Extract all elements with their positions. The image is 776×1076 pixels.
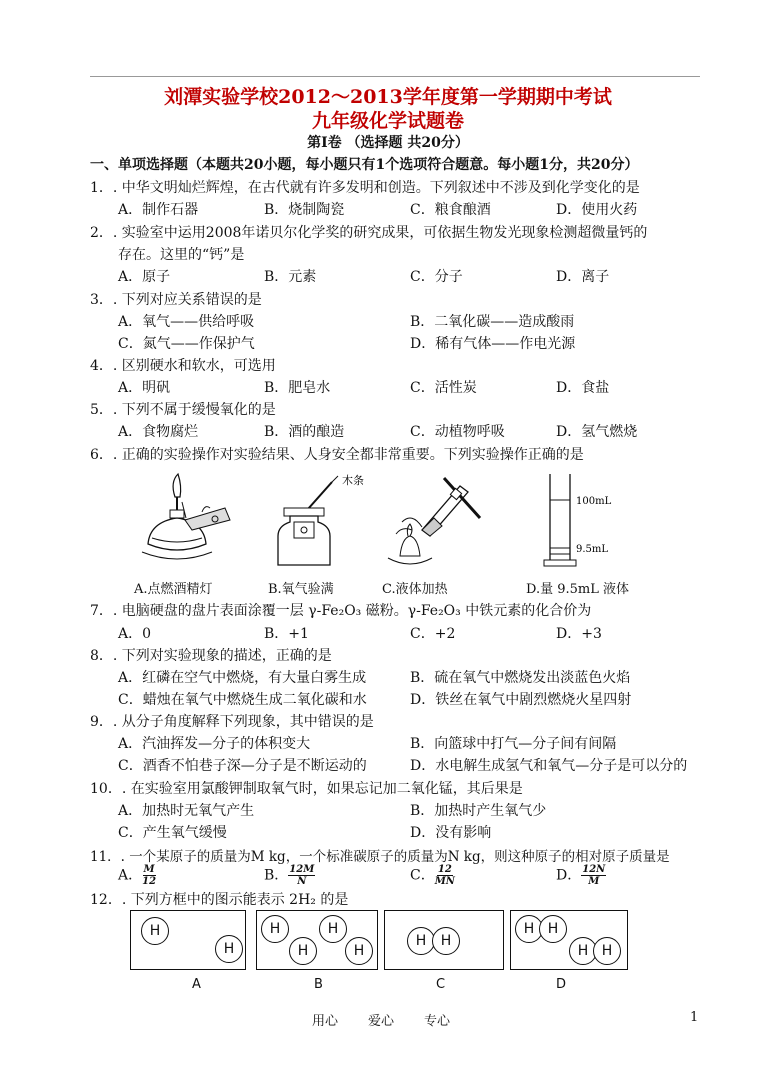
- h-atom: H: [407, 927, 435, 955]
- q2-option-d: D．离子: [556, 269, 610, 285]
- h-atom: H: [289, 937, 317, 965]
- box-label-c: C: [436, 977, 446, 992]
- footer-item-3: 专心: [424, 1014, 451, 1029]
- exam-subtitle: 九年级化学试题卷: [311, 110, 464, 132]
- fig-label-a: A.点燃酒精灯: [134, 582, 213, 597]
- q5-option-d: D．氢气燃烧: [556, 424, 638, 440]
- q10-option-a: A．加热时无氧气产生: [118, 803, 255, 819]
- figure-cylinder: [530, 470, 630, 574]
- question-2-cont: 存在。这里的“钙”是: [118, 247, 245, 263]
- section-heading: 一、单项选择题（本题共20小题，每小题只有1个选项符合题意。每小题1分，共20分）: [90, 157, 639, 173]
- q1-option-b: B．烧制陶瓷: [264, 202, 345, 218]
- q8-option-c: C．蜡烛在氧气中燃烧生成二氧化碳和水: [118, 692, 367, 708]
- q3-option-a: A．氧气——供给呼吸: [118, 314, 255, 330]
- h-atom: H: [261, 915, 289, 943]
- q11-option-b: B． $\frac{12M}{N}$: [264, 864, 315, 887]
- question-1: 1．. 中华文明灿烂辉煌，在古代就有许多发明和创造。下列叙述中不涉及到化学变化的是: [90, 180, 640, 196]
- q1-option-c: C．粮食酿酒: [410, 202, 491, 218]
- q11-option-a: A． $\frac{M}{12}$: [118, 864, 157, 887]
- q7-option-d: D．+3: [556, 626, 602, 642]
- q5-option-a: A．食物腐烂: [118, 424, 199, 440]
- q8-option-b: B．硫在氧气中燃烧发出淡蓝色火焰: [410, 670, 631, 686]
- question-3: 3．. 下列对应关系错误的是: [90, 292, 262, 308]
- h-atom: H: [345, 937, 373, 965]
- q3-option-d: D．稀有气体——作电光源: [410, 336, 576, 352]
- question-10: 10．. 在实验室用氯酸钾制取氧气时，如果忘记加二氧化锰，其后果是: [90, 781, 523, 797]
- molecule-box-b: [256, 910, 378, 970]
- h-atom: H: [569, 937, 597, 965]
- fraction-c: $\frac{12}{MN}$: [434, 864, 455, 887]
- fraction-b: $\frac{12M}{N}$: [289, 864, 315, 887]
- q3-option-b: B．二氧化碳——造成酸雨: [410, 314, 575, 330]
- q9-option-a: A．汽油挥发—分子的体积变大: [118, 736, 311, 752]
- q10-option-c: C．产生氧气缓慢: [118, 825, 227, 841]
- q11-option-d: D． $\frac{12N}{M}$: [556, 864, 606, 887]
- q10-option-b: B．加热时产生氧气少: [410, 803, 547, 819]
- question-8: 8．. 下列对实验现象的描述，正确的是: [90, 648, 332, 664]
- h-atom: H: [515, 915, 543, 943]
- molecule-box-a: [130, 910, 246, 970]
- q5-option-b: B．酒的酿造: [264, 424, 345, 440]
- cylinder-bottom-mark: 9.5mL: [576, 544, 609, 555]
- question-7: 7．. 电脑硬盘的盘片表面涂覆一层 γ-Fe₂O₃ 磁粉。γ-Fe₂O₃ 中铁元素的化合价为: [90, 603, 592, 619]
- figure-alcohol-lamp: [130, 472, 240, 572]
- q5-option-c: C．动植物呼吸: [410, 424, 505, 440]
- fraction-d: $\frac{12N}{M}$: [582, 864, 606, 887]
- h-atom: H: [215, 935, 243, 963]
- q1-option-a: A．制作石器: [118, 202, 199, 218]
- q9-option-b: B．向篮球中打气—分子间有间隔: [410, 736, 617, 752]
- stick-label: 木条: [342, 474, 364, 487]
- fig-label-b: B.氧气验满: [268, 582, 334, 597]
- question-2: 2．. 实验室中运用2008年诺贝尔化学奖的研究成果，可依据生物发光现象检测超微量钙的: [90, 225, 648, 241]
- q2-option-a: A．原子: [118, 269, 171, 285]
- question-6: 6．. 正确的实验操作对实验结果、人身安全都非常重要。下列实验操作正确的是: [90, 447, 584, 463]
- h-atom: H: [432, 927, 460, 955]
- q7-option-a: A．0: [118, 626, 152, 642]
- figure-oxygen-test: [270, 470, 380, 572]
- h-atom: H: [141, 917, 169, 945]
- q4-option-c: C．活性炭: [410, 380, 477, 396]
- figure-liquid-heating: [382, 472, 492, 572]
- q7-option-c: C．+2: [410, 626, 456, 642]
- q4-option-d: D．食盐: [556, 380, 610, 396]
- box-label-a: A: [192, 977, 201, 992]
- q1-option-d: D．使用火药: [556, 202, 638, 218]
- cylinder-top-mark: 100mL: [576, 496, 612, 507]
- question-5: 5．. 下列不属于缓慢氧化的是: [90, 402, 276, 418]
- q11-option-c: C． $\frac{12}{MN}$: [410, 864, 455, 887]
- q9-option-c: C．酒香不怕巷子深—分子是不断运动的: [118, 758, 367, 774]
- footer-item-1: 用心: [312, 1014, 339, 1029]
- page-number: 1: [690, 1010, 699, 1025]
- q4-option-b: B．肥皂水: [264, 380, 331, 396]
- box-label-b: B: [314, 977, 323, 992]
- q9-option-d: D．水电解生成氢气和氧气—分子是可以分的: [410, 758, 688, 774]
- exam-title: 刘潭实验学校2012～2013学年度第一学期期中考试: [164, 86, 612, 108]
- fig-label-c: C.液体加热: [382, 582, 448, 597]
- part-heading: 第Ⅰ卷 （选择题 共20分）: [307, 135, 469, 151]
- q10-option-d: D．没有影响: [410, 825, 492, 841]
- footer-item-2: 爱心: [368, 1014, 395, 1029]
- molecule-box-d: [510, 910, 628, 970]
- h-atom: H: [593, 937, 621, 965]
- q4-option-a: A．明矾: [118, 380, 171, 396]
- q2-option-c: C．分子: [410, 269, 463, 285]
- q3-option-c: C．氮气——作保护气: [118, 336, 255, 352]
- q8-option-d: D．铁丝在氧气中剧烈燃烧火星四射: [410, 692, 632, 708]
- question-11: 11．. 一个某原子的质量为M kg，一个标准碳原子的质量为N kg，则这种原子的相对原子质量是: [90, 849, 670, 865]
- q8-option-a: A．红磷在空气中燃烧，有大量白雾生成: [118, 670, 367, 686]
- h-atom: H: [539, 915, 567, 943]
- molecule-box-c: [384, 910, 504, 970]
- header-rule: [90, 76, 700, 77]
- h-atom: H: [319, 915, 347, 943]
- question-12: 12．. 下列方框中的图示能表示 2H₂ 的是: [90, 892, 349, 908]
- q7-option-b: B．+1: [264, 626, 309, 642]
- q2-option-b: B．元素: [264, 269, 317, 285]
- box-label-d: D: [556, 977, 567, 992]
- question-9: 9．. 从分子角度解释下列现象，其中错误的是: [90, 714, 374, 730]
- fig-label-d: D.量 9.5mL 液体: [526, 582, 629, 597]
- question-4: 4．. 区别硬水和软水，可选用: [90, 358, 276, 374]
- fraction-a: $\frac{M}{12}$: [142, 864, 157, 887]
